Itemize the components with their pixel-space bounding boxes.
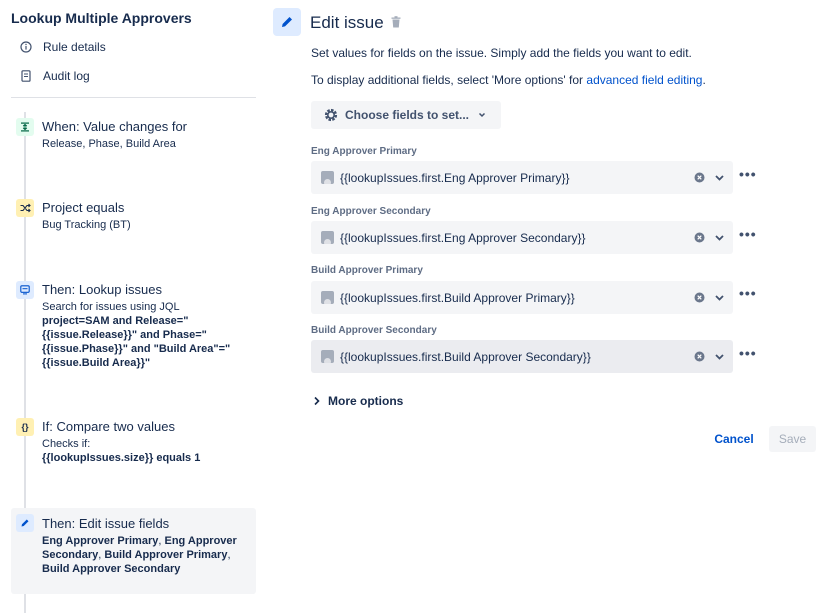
eng-approver-secondary-select[interactable] <box>311 221 733 254</box>
document-icon <box>19 69 33 83</box>
lookup-desc-line: Search for issues using JQL <box>42 301 180 313</box>
avatar-icon <box>321 291 334 304</box>
edit-title: Then: Edit issue fields <box>42 516 170 531</box>
rule-title: Lookup Multiple Approvers <box>11 10 192 26</box>
audit-log-label: Audit log <box>43 69 90 83</box>
chevron-down-icon[interactable] <box>714 351 725 362</box>
field-value: {{lookupIssues.first.Eng Approver Secondary}} <box>340 230 586 245</box>
edit-field-3: Build Approver Primary <box>104 549 228 561</box>
edit-sep-2: , <box>98 549 105 561</box>
lookup-jql: project=SAM and Release="{{issue.Release}}" and Phase="{{issue.Phase}}" and "Build Area"="{{issue.Build Area}}" <box>42 315 231 369</box>
field-value: {{lookupIssues.first.Eng Approver Primary}} <box>340 170 570 185</box>
choose-fields-label: Choose fields to set... <box>345 108 470 122</box>
trigger-component[interactable] <box>11 118 256 158</box>
field-value: {{lookupIssues.first.Build Approver Primary}} <box>340 290 575 305</box>
clear-icon[interactable] <box>694 351 705 362</box>
if-desc-line: Checks if: <box>42 438 91 450</box>
if-expression: {{lookupIssues.size}} equals 1 <box>42 452 201 464</box>
audit-log-link[interactable] <box>19 69 90 83</box>
lookup-component[interactable] <box>11 281 256 381</box>
description-advanced <box>311 73 706 87</box>
edit-component-selected[interactable] <box>11 508 256 594</box>
edit-field-4: Build Approver Secondary <box>42 563 181 575</box>
rule-sidebar <box>0 0 268 613</box>
avatar-icon <box>321 231 334 244</box>
cancel-button[interactable]: Cancel <box>714 432 754 446</box>
description: Set values for fields on the issue. Simply add the fields you want to edit. <box>311 46 692 60</box>
eng-approver-primary-select[interactable] <box>311 161 733 194</box>
trigger-icon <box>16 118 34 136</box>
chevron-right-icon <box>313 396 321 406</box>
if-desc <box>42 437 248 465</box>
field-value: {{lookupIssues.first.Build Approver Secondary}} <box>340 349 591 364</box>
edit-issue-panel <box>268 0 826 613</box>
info-icon <box>19 40 33 54</box>
if-component[interactable] <box>11 418 256 478</box>
clear-icon[interactable] <box>694 172 705 183</box>
gear-icon <box>323 107 339 123</box>
condition-title: Project equals <box>42 200 125 215</box>
field-label: Eng Approver Secondary <box>311 206 431 217</box>
pencil-icon <box>16 514 34 532</box>
braces-icon: {} <box>16 418 34 436</box>
chevron-down-icon <box>477 110 487 120</box>
description-prefix: To display additional fields, select 'More options' for <box>311 73 587 87</box>
if-title: If: Compare two values <box>42 419 175 434</box>
edit-sep-1: , <box>158 535 165 547</box>
choose-fields-button[interactable] <box>311 101 501 129</box>
advanced-field-editing-link[interactable]: advanced field editing <box>586 73 703 87</box>
clear-icon[interactable] <box>694 292 705 303</box>
pencil-icon <box>273 8 301 36</box>
description-suffix: . <box>702 73 706 87</box>
more-actions-icon[interactable]: ••• <box>739 345 757 361</box>
more-actions-icon[interactable]: ••• <box>739 166 757 182</box>
more-options-toggle[interactable] <box>313 394 403 408</box>
avatar-icon <box>321 350 334 363</box>
sidebar-divider <box>11 97 256 98</box>
page-title: Edit issue <box>310 13 384 32</box>
clear-icon[interactable] <box>694 232 705 243</box>
build-approver-secondary-select[interactable] <box>311 340 733 373</box>
condition-component[interactable] <box>11 199 256 239</box>
save-button[interactable]: Save <box>769 426 816 452</box>
condition-desc: Bug Tracking (BT) <box>42 219 131 231</box>
chevron-down-icon[interactable] <box>714 292 725 303</box>
shuffle-icon <box>16 199 34 217</box>
chevron-down-icon[interactable] <box>714 172 725 183</box>
lookup-title: Then: Lookup issues <box>42 282 162 297</box>
edit-sep-3: , <box>227 549 231 561</box>
trigger-title: When: Value changes for <box>42 119 188 134</box>
edit-desc <box>42 534 248 576</box>
edit-field-1: Eng Approver Primary <box>42 535 159 547</box>
lookup-desc <box>42 300 248 370</box>
build-approver-primary-select[interactable] <box>311 281 733 314</box>
chevron-down-icon[interactable] <box>714 232 725 243</box>
lookup-icon <box>16 281 34 299</box>
more-actions-icon[interactable]: ••• <box>739 285 757 301</box>
rule-details-link[interactable] <box>19 40 106 54</box>
more-actions-icon[interactable]: ••• <box>739 226 757 242</box>
trigger-desc: Release, Phase, Build Area <box>42 138 176 150</box>
field-label: Build Approver Primary <box>311 265 423 276</box>
avatar-icon <box>321 171 334 184</box>
field-label: Build Approver Secondary <box>311 325 437 336</box>
trash-icon[interactable] <box>391 16 403 30</box>
more-options-label: More options <box>328 394 404 408</box>
field-label: Eng Approver Primary <box>311 146 417 157</box>
edit-field-2: Eng Approver Secondary <box>42 535 237 561</box>
rule-details-label: Rule details <box>43 40 106 54</box>
